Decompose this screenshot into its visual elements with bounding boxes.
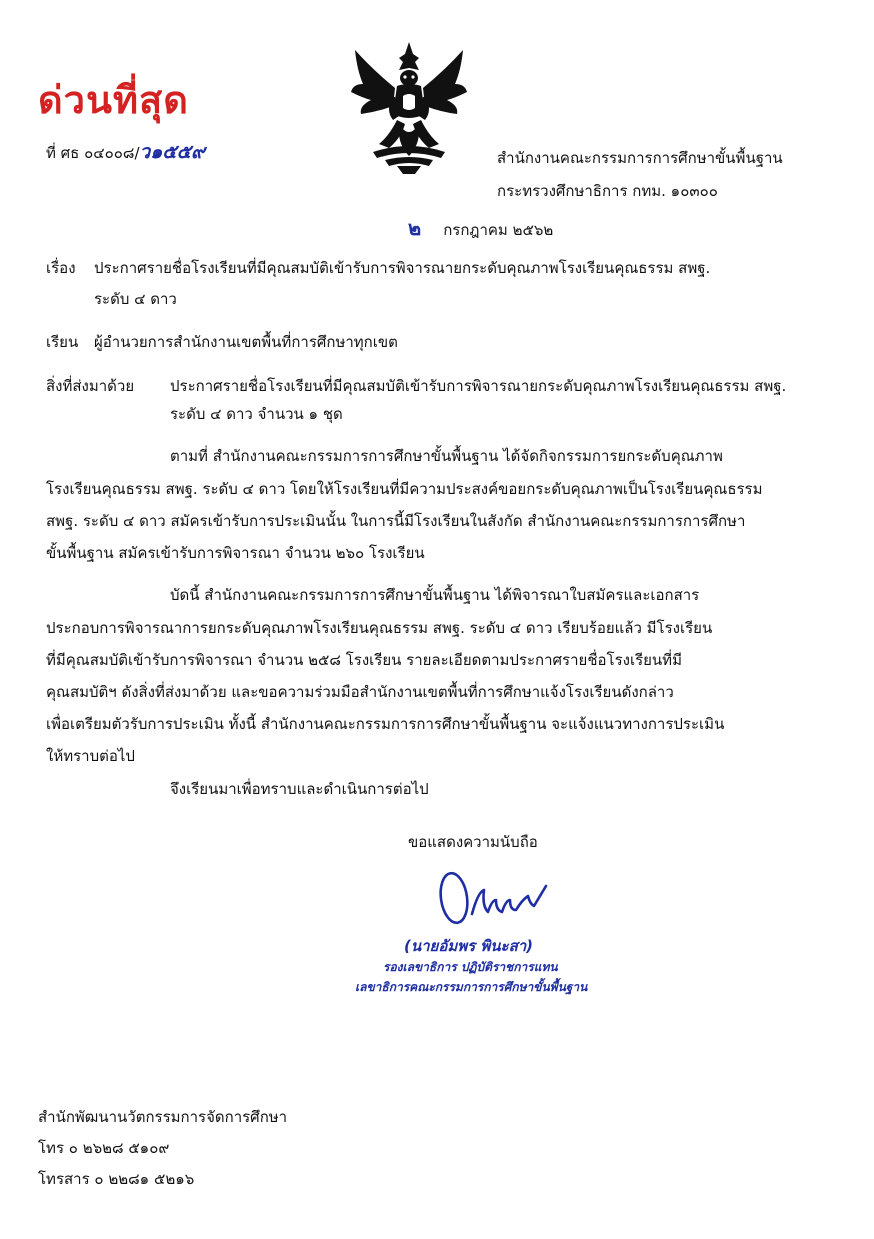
date-month-year: กรกฎาคม ๒๕๖๒ <box>443 221 554 239</box>
paragraph2-line: คุณสมบัติฯ ดังสิ่งที่ส่งมาด้วย และขอความร่วมมือสำนักงานเขตพื้นที่การศึกษาแจ้งโรงเรียนดังกล่าว <box>46 683 674 701</box>
enclosure-label: สิ่งที่ส่งมาด้วย <box>46 377 135 395</box>
paragraph2-line: ประกอบการพิจารณาการยกระดับคุณภาพโรงเรียนคุณธรรม สพฐ. ระดับ ๔ ดาว เรียบร้อยแล้ว มีโรงเรียน <box>46 619 713 637</box>
paragraph1-line: ขั้นพื้นฐาน สมัครเข้ารับการพิจารณา จำนวน ๒๖๐ โรงเรียน <box>46 544 425 562</box>
signer-position-line1: รองเลขาธิการ ปฏิบัติราชการแทน <box>383 960 558 974</box>
letter-date <box>408 218 553 240</box>
footer-unit-name: สำนักพัฒนานวัตกรรมการจัดการศึกษา <box>38 1108 288 1126</box>
subject-label: เรื่อง <box>46 259 76 277</box>
regards-line: ขอแสดงความนับถือ <box>408 833 538 851</box>
paragraph2-line: ให้ทราบต่อไป <box>46 747 135 765</box>
sender-office-name: สำนักงานคณะกรรมการการศึกษาขั้นพื้นฐาน <box>497 149 783 167</box>
recipient-label: เรียน <box>46 333 79 351</box>
paragraph1-line: สพฐ. ระดับ ๔ ดาว สมัครเข้ารับการประเมินนั้น ในการนี้มีโรงเรียนในสังกัด สำนักงานคณะกรรมการการศึกษา <box>46 512 746 530</box>
reference-handwritten-number: ว๑๕๕๙ <box>139 141 205 163</box>
paragraph2-line: เพื่อเตรียมตัวรับการประเมิน ทั้งนี้ สำนักงานคณะกรรมการการศึกษาขั้นพื้นฐาน จะแจ้งแนวทางการประเมิน <box>46 715 725 733</box>
handwritten-signature-icon <box>432 870 552 928</box>
sender-office-address: กระทรวงศึกษาธิการ กทม. ๑๐๓๐๐ <box>497 182 718 200</box>
enclosure-text-line2: ระดับ ๔ ดาว จำนวน ๑ ชุด <box>170 405 343 423</box>
paragraph2-line: บัดนี้ สำนักงานคณะกรรมการการศึกษาขั้นพื้นฐาน ได้พิจารณาใบสมัครและเอกสาร <box>170 586 700 604</box>
footer-fax: โทรสาร ๐ ๒๒๘๑ ๕๒๑๖ <box>38 1170 195 1188</box>
closing-sentence: จึงเรียนมาเพื่อทราบและดำเนินการต่อไป <box>170 780 429 798</box>
subject-text-line1: ประกาศรายชื่อโรงเรียนที่มีคุณสมบัติเข้ารับการพิจารณายกระดับคุณภาพโรงเรียนคุณธรรม สพฐ. <box>94 259 711 277</box>
footer-phone: โทร ๐ ๒๖๒๘ ๕๑๐๙ <box>38 1139 170 1157</box>
paragraph2-line: ที่มีคุณสมบัติเข้ารับการพิจารณา จำนวน ๒๕๘ โรงเรียน รายละเอียดตามประกาศรายชื่อโรงเรียนที่มี <box>46 651 682 669</box>
date-day-handwritten: ๒ <box>408 216 422 240</box>
recipient-value: ผู้อำนวยการสำนักงานเขตพื้นที่การศึกษาทุกเขต <box>94 333 398 351</box>
signer-position-line2: เลขาธิการคณะกรรมการการศึกษาขั้นพื้นฐาน <box>355 980 588 994</box>
enclosure-text-line1: ประกาศรายชื่อโรงเรียนที่มีคุณสมบัติเข้ารับการพิจารณายกระดับคุณภาพโรงเรียนคุณธรรม สพฐ. <box>170 377 787 395</box>
reference-prefix: ที่ ศธ ๐๔๐๐๘/ <box>46 144 140 162</box>
reference-number <box>46 142 205 163</box>
subject-text-line2: ระดับ ๔ ดาว <box>94 290 177 308</box>
garuda-emblem-icon <box>349 40 469 174</box>
paragraph1-line: ตามที่ สำนักงานคณะกรรมการการศึกษาขั้นพื้นฐาน ได้จัดกิจกรรมการยกระดับคุณภาพ <box>170 447 723 465</box>
paragraph1-line: โรงเรียนคุณธรรม สพฐ. ระดับ ๔ ดาว โดยให้โรงเรียนที่มีความประสงค์ขอยกระดับคุณภาพเป็นโรงเรียนคุณธรรม <box>46 480 763 498</box>
urgency-stamp: ด่วนที่สุด <box>38 78 189 122</box>
signer-name: (นายอัมพร พินะสา) <box>404 937 534 955</box>
